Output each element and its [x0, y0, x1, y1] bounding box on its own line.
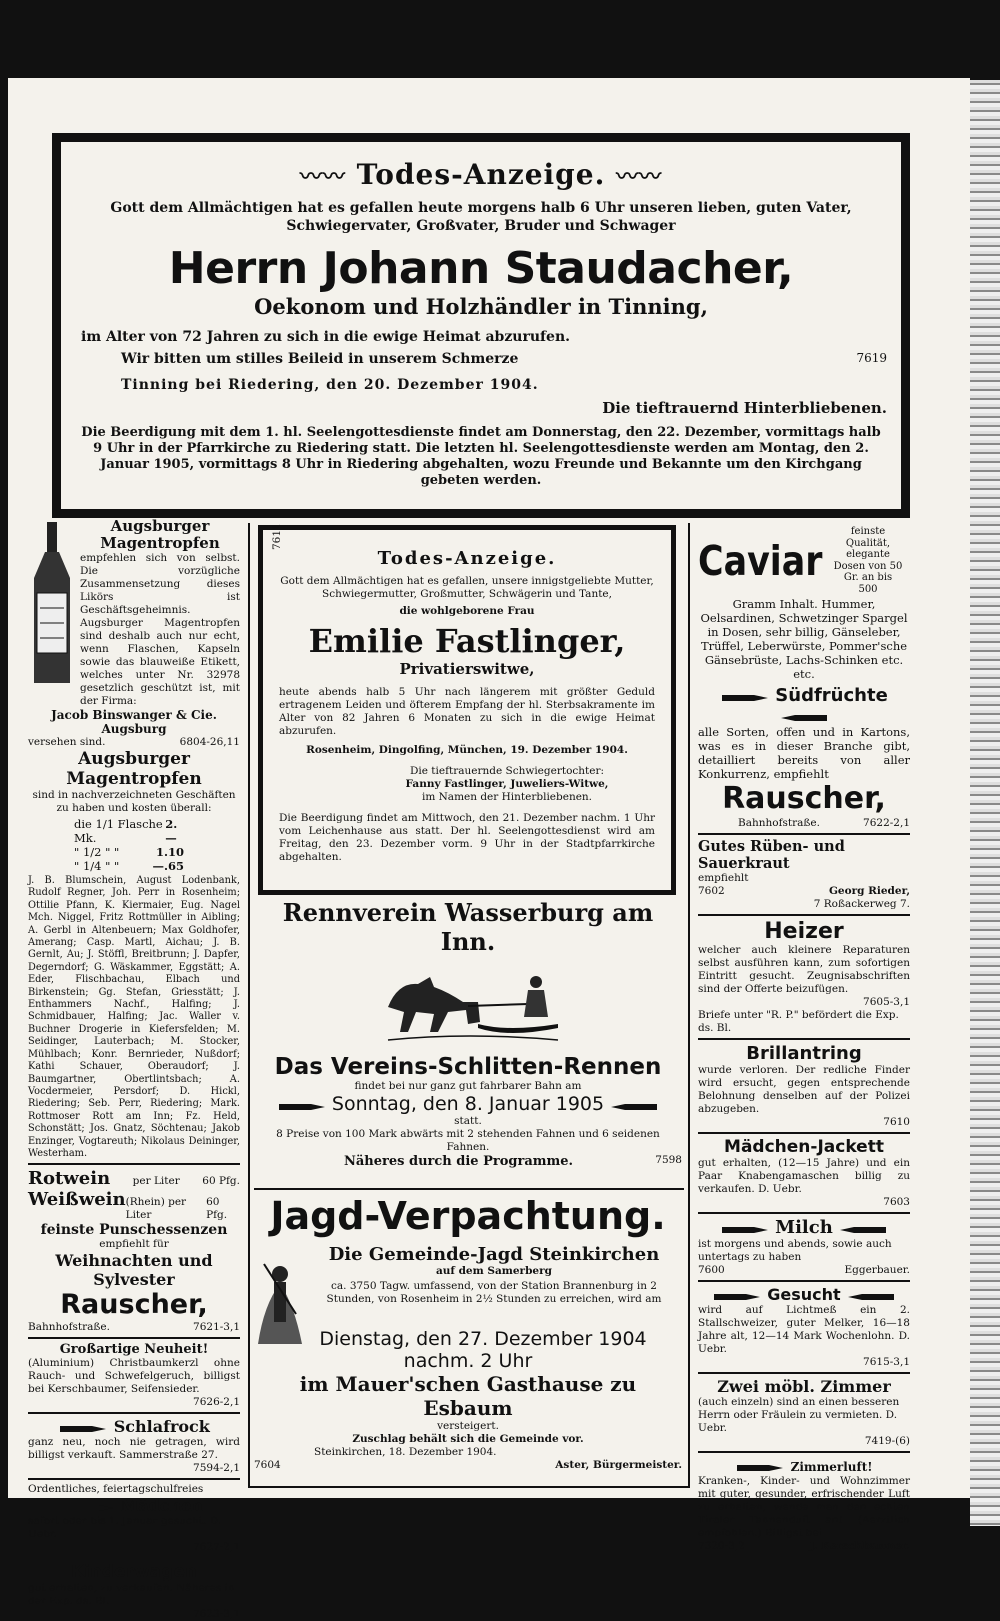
- flourish-left-icon: 〰〰: [299, 164, 346, 190]
- ring-ad: Brillantring wurde verloren. Der redliche Finder wird ersucht, gegen entsprechende Belohnung denselben auf der Polizei abzugeben. 7610: [698, 1043, 910, 1128]
- magen-ref: 6804-26,11: [179, 736, 240, 748]
- deceased-name: Herrn Johann Staudacher,: [168, 243, 794, 294]
- race-ad: Rennverein Wasserburg am Inn. Das Vereins-Schlitten-Rennen findet bei nur ganz gut fahrbarer Bahn am Sonntag, den 8. Januar 1905 statt. 8 Preise von 100 Mark abwärts mit 2 stehenden Fahnen und 6 seidenen Fahnen. Näheres durch die Programme. 7598: [254, 898, 682, 1169]
- magen-text: empfehlen sich von selbst. Die vorzügliche Zusammensetzung dieses Likörs ist Geschäftsgeheimnis. Augsburger Magentropfen sind deshalb auch nur echt, wenn Flaschen, Kapseln sowie das blauweiße Etikett, welches unter Nr. 32978 gesetzlich geschützt ist, mit der Firma:: [80, 552, 240, 707]
- top-death-notice: [52, 133, 910, 518]
- pointing-hand-icon: [720, 690, 770, 704]
- pointing-hand-icon: [609, 1099, 659, 1113]
- center-notice-ref: 7611: [271, 523, 283, 550]
- page-edge: [970, 80, 1000, 1526]
- wanted-ad: Gesucht wird auf Lichtmeß ein 2. Stallschweizer, guter Melker, 16—18 Jahre alt, 12—14 Mark Wochenlohn. D. Uebr. 7615-3,1: [698, 1285, 910, 1368]
- liqueur-bottle-icon: [28, 518, 76, 688]
- price-row: " 1/4 " " —.65: [74, 859, 184, 873]
- wine-red: Rotwein: [28, 1168, 111, 1190]
- column-rule-left: [248, 523, 250, 1488]
- pointing-hand-icon: [779, 710, 829, 724]
- novelty-ad: Großartige Neuheit! (Aluminium) Christbaumkerzl ohne Rauch- und Schwefelgeruch, billigst bei Kerschbaumer, Seifensieder. 7626-2,1: [28, 1342, 240, 1409]
- notice-ref: 7619: [856, 351, 887, 365]
- pointing-hand-icon: [65, 1500, 115, 1514]
- pointing-hand-icon: [277, 1099, 327, 1113]
- price-list: [74, 817, 184, 873]
- maid-ad: Ordentliches, feiertagschulfreies Mädchen sofort oder bis 1. Januar gesucht. D. Uebr. 7627-2,1: [28, 1483, 240, 1554]
- center-deceased-name: Emilie Fastlinger,: [308, 622, 626, 660]
- left-column: [28, 518, 240, 1621]
- robe-ad: Schlafrock ganz neu, noch nie getragen, wird billigst verkauft. Sammerstraße 27. 7594-2,1: [28, 1417, 240, 1475]
- pointing-hand-icon: [712, 1289, 762, 1303]
- pointing-hand-icon: [720, 1222, 770, 1236]
- price-row: " 1/2 " " 1.10: [74, 845, 184, 859]
- race-title: Das Vereins-Schlitten-Rennen: [274, 1054, 662, 1080]
- notice-title: Todes-Anzeige.: [356, 158, 606, 191]
- place-date: Tinning bei Riedering, den 20. Dezember 1904.: [121, 377, 539, 393]
- pointing-hand-icon: [735, 1460, 785, 1474]
- jacket-ad: Mädchen-Jackett gut erhalten, (12—15 Jahre) und ein Paar Knabengamaschen billig zu verkaufen. D. Uebr. 7603: [698, 1137, 910, 1208]
- hunt-date: Dienstag, den 27. Dezember 1904: [319, 1328, 647, 1350]
- price-row: die 1/1 Flasche Mk. 2.—: [74, 817, 178, 845]
- horse-sleigh-icon: [368, 962, 568, 1052]
- notice-intro: Gott dem Allmächtigen hat es gefallen heute morgens halb 6 Uhr unseren lieben, guten Vater, Schwiegervater, Großvater, Bruder und Schwager: [110, 200, 852, 234]
- flourish-right-icon: 〰〰: [616, 164, 663, 190]
- column-rule-right: [688, 523, 690, 1488]
- hunt-ad: Jagd-Verpachtung. Die Gemeinde-Jagd Steinkirchen auf dem Samerberg ca. 3750 Tagw. umfassend, von der Station Brannenburg in 2 Stunden, von Rosenheim in 2½ Stunden zu erreichen, wird am Dienstag, den 27. Dezember 1904 nachm. 2 Uhr im Mauer'schen Gasthause zu Esbaum versteigert. Zuschlag behält sich die Gemeinde vor. Steinkirchen, 18. Dezember 1904. 7604 Aster, Bürgermeister.: [254, 1194, 682, 1471]
- milk-ad: Milch ist morgens und abends, sowie auch untertags zu haben 7600 Eggerbauer.: [698, 1217, 910, 1276]
- air-ad: Zimmerluft! Kranken-, Kinder- und Wohnzimmer mit guter, gesunder, erfrischender Luft zu erhalten, wende man den echten Tiroler Tannenduft an! (Aerztlich empfohlen.) Billigst bei 7320-3,2 J. Kerschbaumer.: [698, 1460, 910, 1552]
- race-date: Sonntag, den 8. Januar 1905: [331, 1093, 605, 1115]
- pointing-hand-icon: [846, 1289, 896, 1303]
- deceased-occupation: Oekonom und Holzhändler in Tinning,: [254, 294, 708, 319]
- pointing-hand-icon: [838, 1222, 888, 1236]
- funeral-text: Die Beerdigung mit dem 1. hl. Seelengottesdienste findet am Donnerstag, den 22. Dezember, vormittags halb 9 Uhr in der Pfarrkirche zu Riedering statt. Die letzten hl. Seelengottesdienste werden am Montag, den 2. Januar 1905, vormittags 8 Uhr in Riedering abgehalten, wozu Freunde und Bekannte um den Kirchgang gebeten werden.: [81, 425, 881, 488]
- kraut-ad: Gutes Rüben- und Sauerkraut empfiehlt 7602 Georg Rieder, 7 Roßackerweg 7.: [698, 838, 910, 910]
- newspaper-page: [8, 78, 970, 1621]
- dealer-list: J. B. Blumschein, August Lodenbank, Rudolf Regner, Joh. Perr in Rosenheim; Ottilie Pfann, K. Kiermaier, Eug. Nagel Mch. Niggel, Fritz Rottmüller in Aibling; A. Gerbl in Altenbeuern; Max Goldhofer, Amerang; Casp. Martl, Aichau; J. B. Gernlt, Au; J. Stöffl, Breitbrunn; J. Dapfer, Degerndorf; G. Wäskammer, Eggstätt; A. Eder, Flischbachau, Elbach und Birkenstein; Gg. Stefan, Griesstätt; J. Enthammers Nachf., Halfing; J. Schmidbauer, Halfing; Jac. Waller v. Buchner Drogerie in Kiefersfelden; M. Seidinger, Lauterbach; M. Stocker, Mühlbach; Konr. Bernrieder, Nußdorf; Kathi Schauer, Oberaudorf; J. Baumgartner, Obertlintsbach; A. Vocdermeier, Persdorf; D. Hickl, Riedering; Seb. Perr, Riedering; Mark. Rottmoser Rott am Inn; Fz. Held, Schonstätt; Jos. Gnatz, Söchtenau; Jakob Enzinger, Vogtareuth; Nikolaus Deininger, Westerham.: [28, 875, 240, 1159]
- age-line: im Alter von 72 Jahren zu sich in die ewige Heimat abzurufen.: [81, 329, 570, 345]
- fruit-title: Südfrüchte: [775, 685, 888, 706]
- rauscher-left: Rauscher,: [60, 1289, 208, 1321]
- hunter-icon: [254, 1244, 306, 1354]
- caviar-title: Caviar: [698, 536, 823, 585]
- magen-title-2: Augsburger Magentropfen: [66, 749, 202, 789]
- center-death-notice: 7611 Todes-Anzeige. Gott dem Allmächtigen hat es gefallen, unsere innigstgeliebte Mutter, Schwiegermutter, Großmutter, Schwägerin und Tante, die wohlgeborene Frau Emilie Fastlinger, Privatierswitwe, heute abends halb 5 Uhr nach längerem mit größter Geduld ertragenem Leiden und öfterem Empfang der hl. Sterbsakramente im Alter von 82 Jahren 6 Monaten zu sich in die ewige Heimat abzurufen. Rosenheim, Dingolfing, München, 19. Dezember 1904. Die tieftrauernde Schwiegertochter: Fanny Fastlinger, Juweliers-Witwe, im Namen der Hinterbliebenen. Die Beerdigung findet am Mittwoch, den 21. Dezember nachm. 1 Uhr vom Leichenhause aus statt. Der hl. Seelengottesdienst wird am Freitag, den 23. Dezember vorm. 9 Uhr in der Stadtpfarrkirche abgehalten.: [258, 525, 676, 895]
- heizer-ad: Heizer welcher auch kleinere Reparaturen selbst ausführen kann, zum sofortigen Eintritt gesucht. Zeugnisabschriften sind der Offerte beizufügen. 7605-3,1 Briefe unter "R. P." befördert die Exp. ds. Bl.: [698, 919, 910, 1034]
- punsch-title: feinste Punschessenzen: [40, 1222, 228, 1239]
- xmas-title: Weihnachten und Sylvester: [55, 1251, 213, 1290]
- signature: Die tieftrauernd Hinterbliebenen.: [602, 399, 887, 417]
- magen-firm: Jacob Binswanger & Cie. Augsburg: [51, 708, 217, 736]
- magen-sub: sind in nachverzeichneten Geschäften zu haben und kosten überall:: [32, 789, 236, 814]
- wine-ad: Rotwein per Liter 60 Pfg. Weißwein (Rhein) per Liter 60 Pfg. feinste Punschessenzen empfiehlt für Weihnachten und Sylvester Rauscher, Bahnhofstraße. 7621-3,1: [28, 1168, 240, 1334]
- pram-ad: Kinderwagen gut erhalten, zu verkaufen. Näheres in der Exp. ds. Bl. 7623-3,1: [28, 1562, 240, 1621]
- request-line: Wir bitten um stilles Beileid in unserem Schmerze: [121, 351, 519, 367]
- right-column: Caviar feinste Qualität, elegante Dosen von 50 Gr. an bis 500 Gramm Inhalt. Hummer, Oelsardinen, Schwetzinger Spargel in Dosen, sehr billig, Gänseleber, Trüffel, Leberwürste, Pommer'sche Gänsebrüste, Lachs-Schinken etc. etc. Südfrüchte alle Sorten, offen und in Kartons, was es in dieser Branche gibt, detailliert bereits von aller Konkurrenz, empfiehlt Rauscher, Bahnhofstraße. 7622-2,1 Gutes Rüben- und Sauerkraut empfiehlt 7602 Georg Rieder, 7 Roßackerweg 7. Heizer welcher auch kleinere Reparaturen selbst ausführen kann, zum sofortigen Eintritt gesucht. Zeugnisabschriften sind der Offerte beizufügen. 7605-3,1 Briefe unter "R. P." befördert die Exp. ds. Bl. Brillantring wurde verloren. Der redliche Finder wird ersucht, gegen entsprechende Belohnung denselben auf der Polizei abzugeben. 7610 Mädchen-Jackett gut erhalten, (12—15 Jahre) und ein Paar Knabengamaschen billig zu verkaufen. D. Uebr. 7603 Milch ist morgens und abends, sowie auch untertags zu haben 7600 Eggerbauer. Gesucht wird auf Lichtmeß ein 2. Stallschweizer, guter Melker, 16—18 Jahre alt, 12—14 Mark Wochenlohn. D. Uebr. 7615-3,1 Zwei möbl. Zimmer (auch einzeln) sind an einen besseren Herrn oder Fräulein zu vermieten. D. Uebr. 7419-(6) Zimmerluft! Kranken-, Kinder- und Wohnzimmer mit guter, gesunder, erfrischender Luft zu erhalten, wende man den echten Tiroler Tannenduft an! (Aerztlich empfohlen.) Billigst bei 7320-3,2 J. Kerschbaumer.: [698, 526, 910, 1552]
- magen-title: Augsburger Magentropfen: [100, 517, 220, 552]
- bottom-rule: [248, 1486, 690, 1488]
- hunt-title: Jagd-Verpachtung.: [270, 1194, 666, 1238]
- pointing-hand-icon: [58, 1421, 108, 1435]
- rauscher-right: Rauscher,: [722, 781, 886, 816]
- wine-white: Weißwein: [28, 1189, 126, 1211]
- magen-ref-prefix: versehen sind.: [28, 736, 106, 748]
- rooms-ad: Zwei möbl. Zimmer (auch einzeln) sind an einen besseren Herrn oder Fräulein zu vermieten. D. Uebr. 7419-(6): [698, 1377, 910, 1447]
